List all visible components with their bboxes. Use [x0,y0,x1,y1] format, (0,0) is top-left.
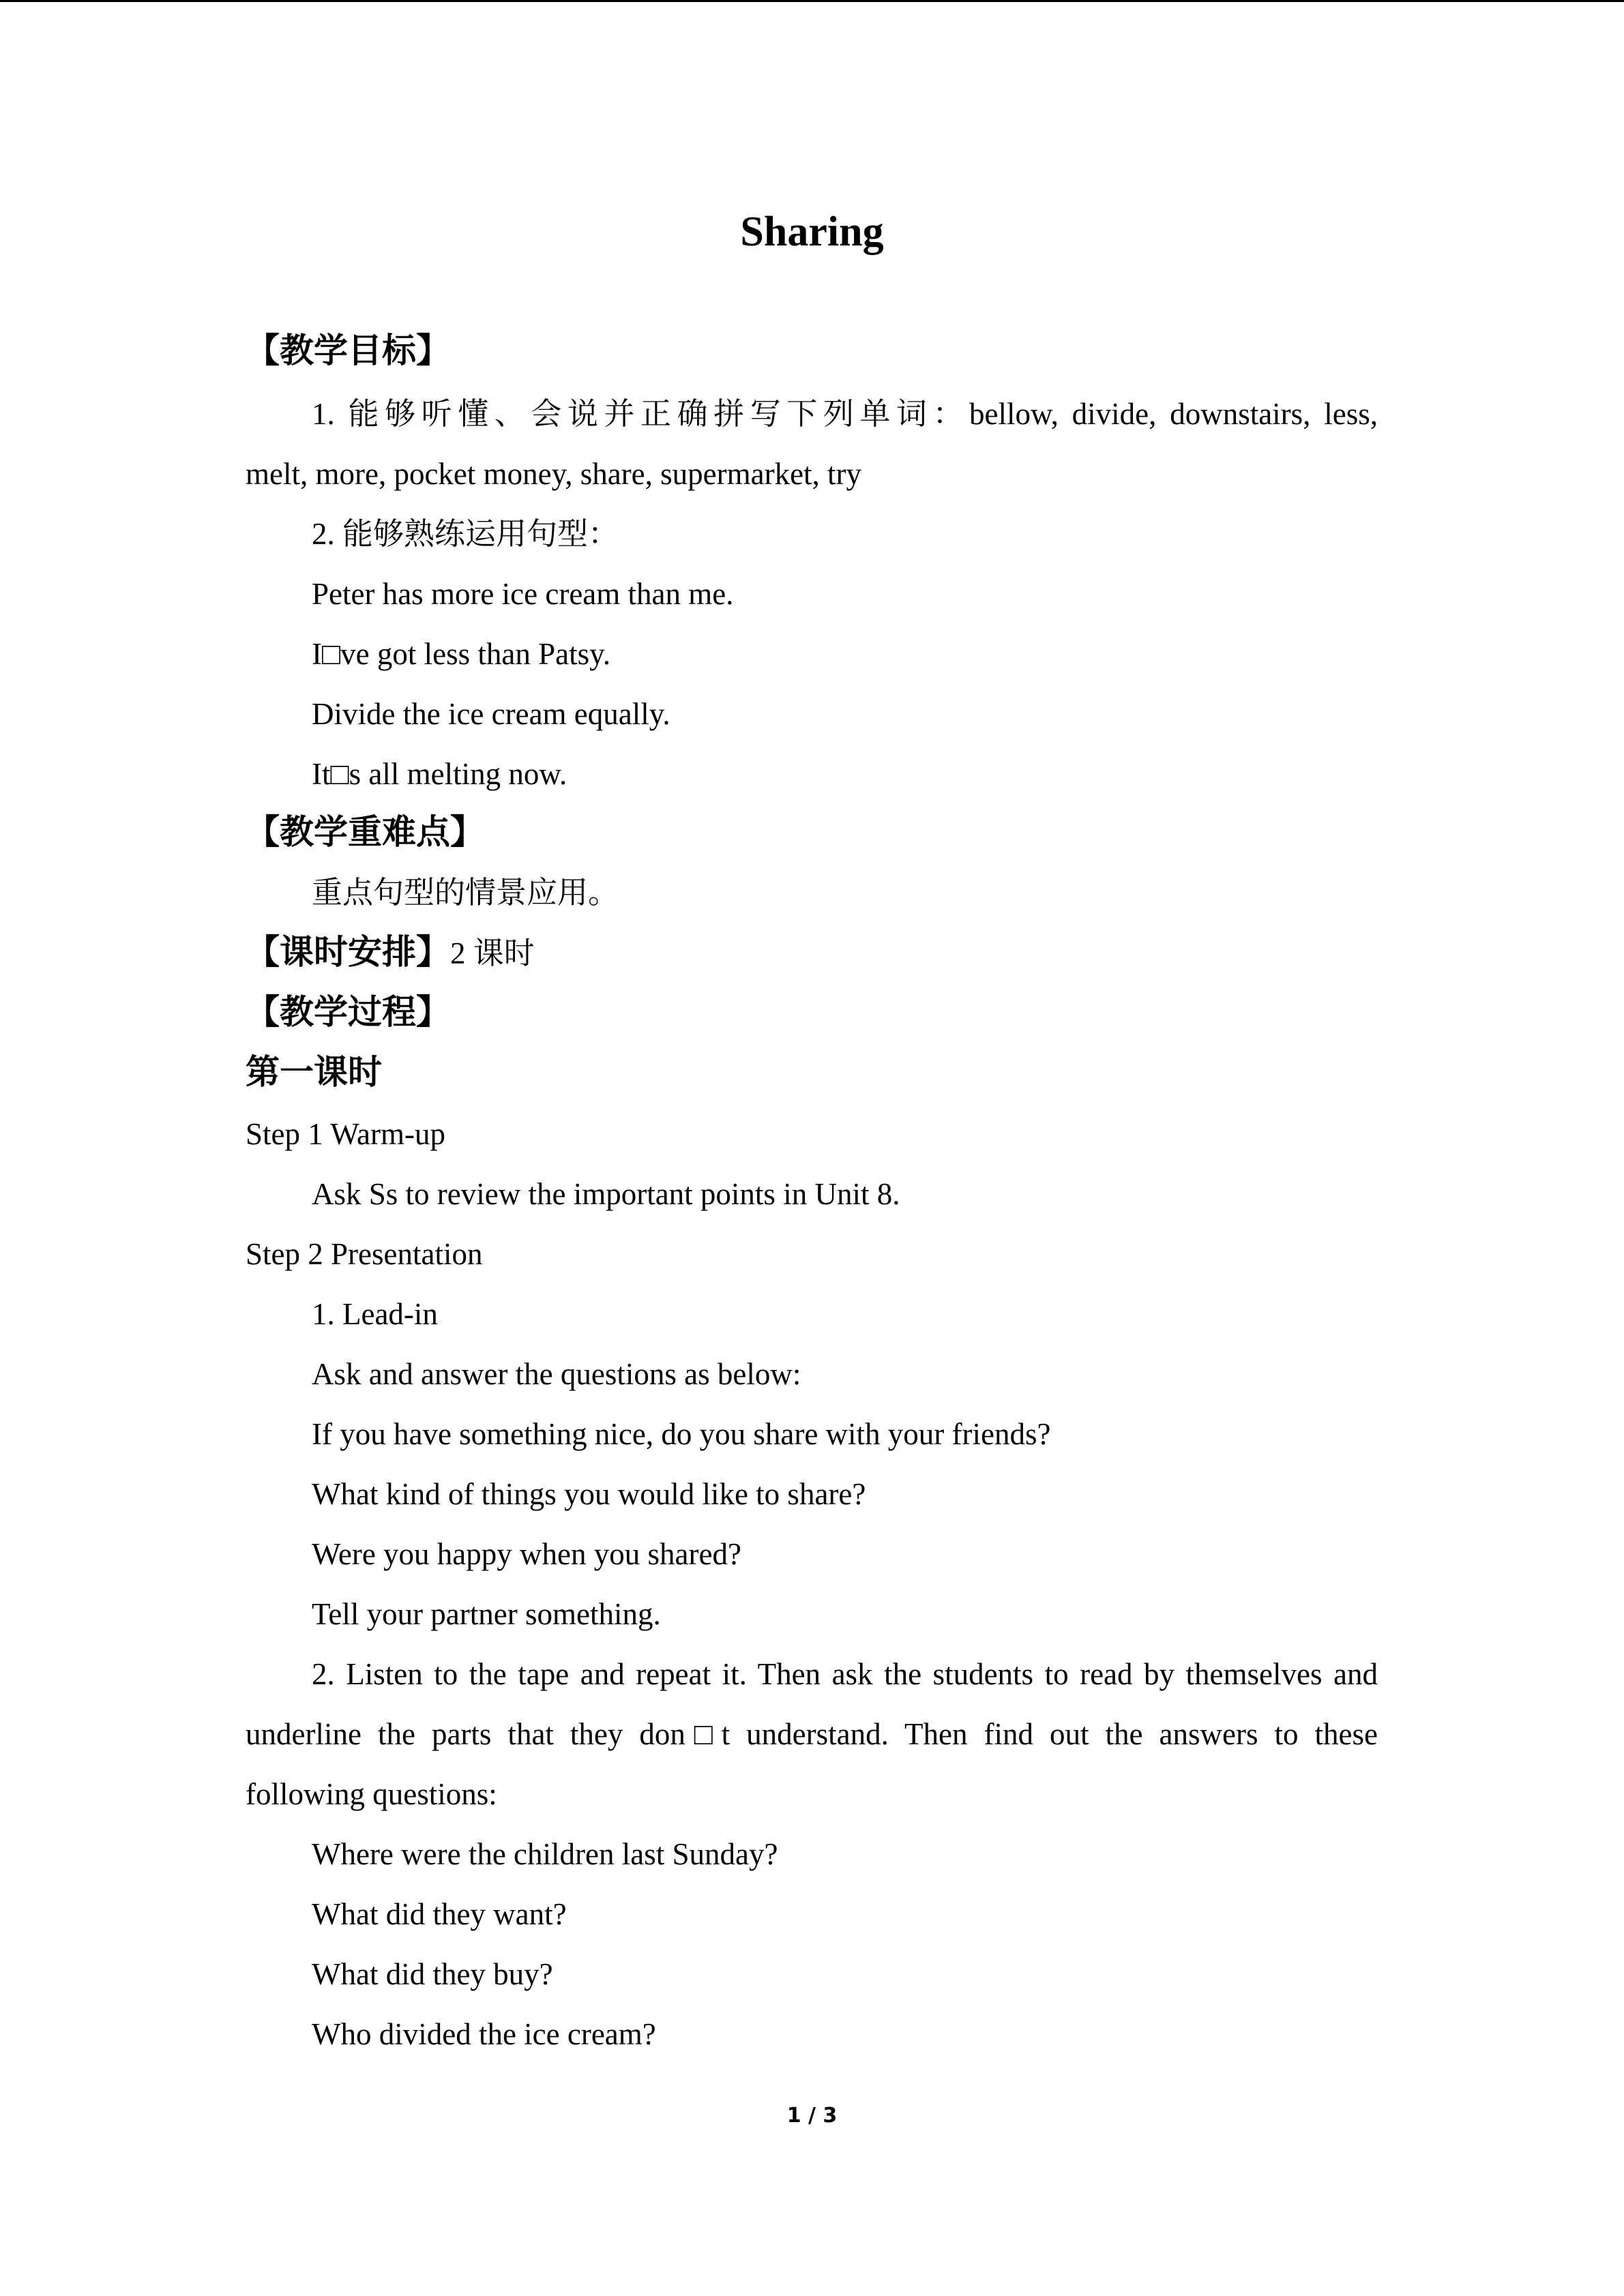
listen-paragraph-line-1: 2. Listen to the tape and repeat it. Then ask the students to read by themselves and [312,1657,1378,1691]
sentence-4: It□s all melting now. [312,757,567,791]
key-points-heading: 【教学重难点】 [246,812,484,852]
listen-paragraph-line-2: underline the parts that they don□t understand. Then find out the answers to these [246,1717,1378,1751]
leadin-question-4: Tell your partner something. [312,1597,661,1631]
followup-question-3: What did they buy? [312,1957,553,1991]
objective-item-2: 2. 能够熟练运用句型： [312,517,619,551]
followup-question-4: Who divided the ice cream? [312,2017,656,2051]
objectives-heading: 【教学目标】 [246,331,450,370]
step-1-text: Ask Ss to review the important points in Unit 8. [312,1177,900,1211]
process-heading: 【教学过程】 [246,992,450,1032]
schedule-heading [246,922,535,982]
listen-paragraph-line-3: following questions: [246,1777,497,1811]
document-title: Sharing [740,209,884,255]
followup-question-1: Where were the children last Sunday? [312,1837,778,1871]
key-points-text: 重点句型的情景应用。 [312,876,619,910]
followup-question-2: What did they want? [312,1897,567,1931]
page-number: 1 / 3 [786,2104,838,2128]
sentence-1: Peter has more ice cream than me. [312,577,734,611]
objective-item-1-line-1: 1. 能够听懂、会说并正确拼写下列单词：bellow, divide, downstairs, less, [312,397,1378,431]
sentence-3: Divide the ice cream equally. [312,697,670,731]
objective-item-1-line-2: melt, more, pocket money, share, supermarket, try [246,457,862,491]
step-2-ask: Ask and answer the questions as below: [312,1357,801,1391]
schedule-value: 2 课时 [450,936,535,970]
leadin-question-1: If you have something nice, do you share with your friends? [312,1417,1051,1451]
top-border [0,0,1624,2]
sentence-2: I□ve got less than Patsy. [312,637,610,671]
lesson-1-heading: 第一课时 [246,1052,382,1092]
step-2-leadin: 1. Lead-in [312,1297,438,1331]
leadin-question-3: Were you happy when you shared? [312,1537,741,1571]
schedule-label: 【课时安排】 [246,932,450,972]
step-1-title: Step 1 Warm-up [246,1117,446,1151]
step-2-title: Step 2 Presentation [246,1237,483,1271]
leadin-question-2: What kind of things you would like to share? [312,1477,866,1511]
